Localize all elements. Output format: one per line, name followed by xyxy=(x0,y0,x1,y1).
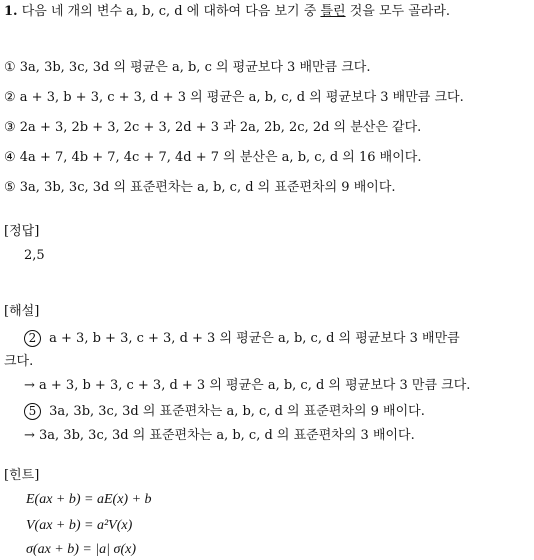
option-2-text: ② a + 3, b + 3, c + 3, d + 3 의 평균은 a, b, c, d 의 평균보다 3 배만큼 크다. xyxy=(4,90,464,105)
hint-formula-variance: V(ax + b) = a²V(x) xyxy=(26,518,133,533)
option-3-text: ③ 2a + 3, 2b + 3, 2c + 3, 2d + 3 과 2a, 2b, 2c, 2d 의 분산은 같다. xyxy=(4,120,422,135)
explanation-item5-fix: → 3a, 3b, 3c, 3d 의 표준편차는 a, b, c, d 의 표준편차의 3 배이다. xyxy=(24,428,415,443)
option-1 xyxy=(4,60,371,76)
explanation-label: [해설] xyxy=(4,304,40,319)
explanation-item5-marker: 5 xyxy=(24,403,41,420)
hint-formula-expectation: E(ax + b) = aE(x) + b xyxy=(26,492,152,507)
option-5-text: ⑤ 3a, 3b, 3c, 3d 의 표준편차는 a, b, c, d 의 표준편차의 9 배이다. xyxy=(4,180,396,195)
explanation-item2-line2: 크다. xyxy=(4,354,34,369)
option-5 xyxy=(4,180,396,196)
option-4 xyxy=(4,150,421,166)
question-stem-text: 다음 네 개의 변수 a, b, c, d 에 대하여 다음 보기 중 xyxy=(21,4,317,19)
explanation-item2-fix: → a + 3, b + 3, c + 3, d + 3 의 평균은 a, b, c, d 의 평균보다 3 만큼 크다. xyxy=(24,378,471,393)
question-stem xyxy=(4,4,450,20)
explanation-item5-line: 3a, 3b, 3c, 3d 의 표준편차는 a, b, c, d 의 표준편차의 9 배이다. xyxy=(49,404,425,419)
answer-label: [정답] xyxy=(4,224,40,239)
explanation-item2-line1: a + 3, b + 3, c + 3, d + 3 의 평균은 a, b, c, d 의 평균보다 3 배만큼 xyxy=(49,331,460,346)
option-3 xyxy=(4,120,421,136)
option-2 xyxy=(4,90,464,106)
question-keyword-underlined: 틀린 xyxy=(320,4,346,19)
hint-formula-stddev: σ(ax + b) = |a| σ(x) xyxy=(26,542,136,557)
explanation-item2 xyxy=(24,330,460,347)
option-1-text: ① 3a, 3b, 3c, 3d 의 평균은 a, b, c 의 평균보다 3 배만큼 크다. xyxy=(4,60,371,75)
explanation-item2-marker: 2 xyxy=(24,330,41,347)
question-stem-tail: 것을 모두 골라라. xyxy=(349,4,451,19)
explanation-item5 xyxy=(24,403,425,420)
option-4-text: ④ 4a + 7, 4b + 7, 4c + 7, 4d + 7 의 분산은 a, b, c, d 의 16 배이다. xyxy=(4,150,422,165)
question-number: 1. xyxy=(4,4,18,19)
hint-label: [힌트] xyxy=(4,468,40,483)
answer-value: 2,5 xyxy=(24,248,45,263)
